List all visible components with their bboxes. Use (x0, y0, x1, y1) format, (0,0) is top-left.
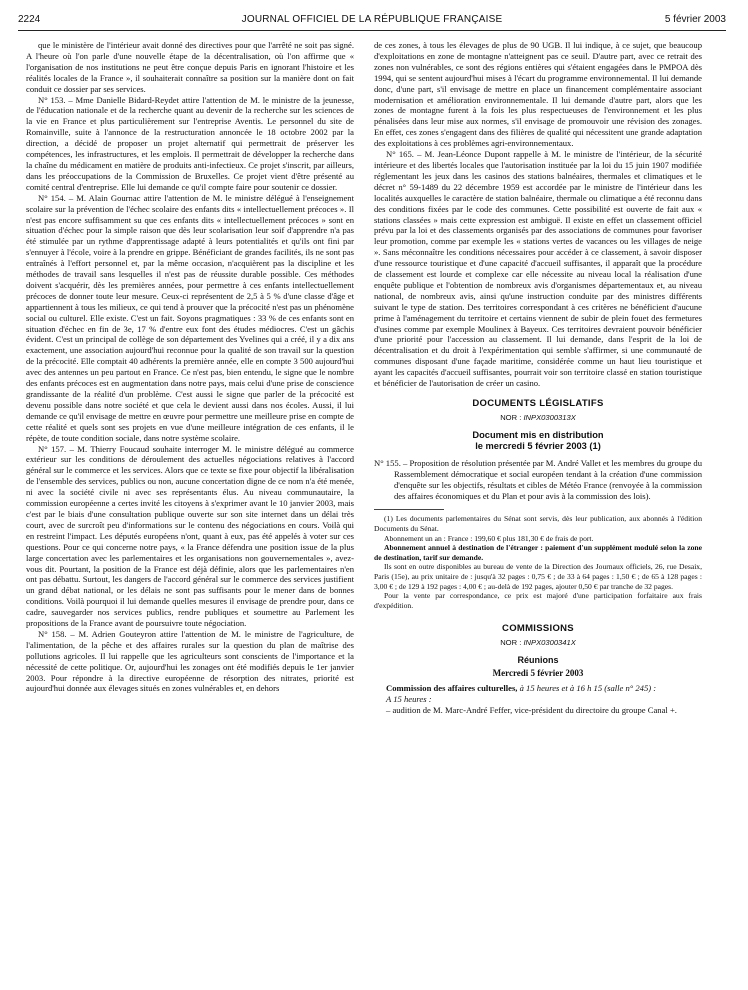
question-158: N° 158. – M. Adrien Gouteyron attire l'attention de M. le ministre de l'agriculture, de l'alimentation, de la pêche et des affaires rurales sur la question du plan de maîtrise des pollutions agricoles. Il lui rappelle que les agriculteurs sont conscients de l'importance et la nécessité de cette politique. Or, aujourd'hui les zonages ont été modifiés depuis le 1er janvier 2003. Pour répondre à la directive européenne de résorption des nitrates, priorité est aujourd'hui donnée aux élevages situés en zones vulnérables et, en dehors (26, 628, 354, 694)
reunions-heading: Réunions (517, 655, 559, 666)
footnote-foreign: Abonnement annuel à destination de l'étranger : paiement d'un supplément modulé selon la zone de destination, tarif sur demande. (374, 543, 702, 562)
question-154: N° 154. – M. Alain Gournac attire l'attention de M. le ministre délégué à l'enseignement scolaire sur la prévention de l'échec scolaire des enfants dits « intellectuellement précoces ». Il n'est pas encore suffisamment su que ces enfants dits « intellectuellement précoces » sont en situation d'échec pour la simple raison que dès leur scolarisation leur soif d'apprendre n'a pas été stimulée par un rythme d'apprentissage adapté à leurs potentialités et qu'ils ont fini par s'ennuyer à l'école, voire à la prendre en grippe. Bénéficiant de grandes facilités, ils ne sont pas entraînés à l'effort personnel et, par la même occasion, n'acquièrent pas la discipline et les méthodes de travail sans lesquelles il n'est pas de réussite durable possible. Ces méthodes doivent s'acquérir, dès les premières années, pour permettre à ces enfants intellectuellement précoces de donner toute leur mesure. Ceux-ci représentent de 2,5 à 5 % d'une classe d'âge et appartiennent à tous les milieux, ce qui tend à prouver que la précocité n'est pas un phénomène social ou culturel. Elle existe. C'est un fait. Soyons pragmatiques : 33 % de ces enfants sont en situation d'échec en fin de 3e, 17 % d'entre eux font des études médiocres. C'est un gâchis évident. C'est un principal de collège de son département des Yvelines qui a créé, il y a dix ans exactement, une association aujourd'hui reconnue pour la qualité de son travail sur la question de la précocité. Elle comptait 40 adhérents la première année, elle en compte 3 500 aujourd'hui avec des antennes un peu partout en France. Ce n'est pas, bien entendu, le signe que le nombre des enfants précoces est en augmentation dans notre pays, mais celui d'une prise de conscience grandissante de la réalité d'un problème. C'est aussi le signe que parler de la précocité est devenu possible dans notre société et que cela le devient aussi dans nos écoles. Aussi, il lui demande ce qu'il envisage de mettre en œuvre pour permettre une meilleure prise en compte de cette réalité et quels sont ses projets en vue d'une meilleure intégration de ces enfants, il le répète, de toute condition sociale, dans notre système scolaire. (26, 192, 354, 443)
header-rule (18, 30, 726, 31)
meeting-date: Mercredi 5 février 2003 (492, 668, 584, 679)
journal-title: JOURNAL OFFICIEL DE LA RÉPUBLIQUE FRANÇAISE (241, 14, 503, 25)
issue-date: 5 février 2003 (664, 14, 726, 25)
nor-label: NOR : (500, 412, 522, 422)
section-title-documents-legislatifs: DOCUMENTS LÉGISLATIFS (472, 398, 604, 409)
nor-reference-commissions (374, 638, 702, 649)
footnote-subscription: Abonnement un an : France : 199,60 € plus 181,30 € de frais de port. (384, 533, 594, 543)
commission-name: Commission des affaires culturelles, (386, 683, 518, 693)
left-column (26, 40, 354, 694)
agenda-item: – audition de M. Marc-André Feffer, vice-président du directoire du groupe Canal +. (386, 704, 677, 715)
paragraph-continuation-right: de ces zones, à tous les élevages de plus de 90 UGB. Il lui indique, à ce sujet, que beaucoup d'exploitations en zone de montagne n'atteignent pas ce seuil. D'autre part, avec ce retrait des zones non vulnérables, ce sont des régions entières qui s'étaient engagées dans le PMPOA dès 1994, qui se sentent aujourd'hui mises à l'écart du programme environnemental. Il lui demande donc, d'une part, s'il envisage de mettre en place un financement complémentaire associant modernisation et amélioration environnementale. Il lui demande d'autre part, alors que les zones de montagne furent à la fois les plus respectueuses de l'environnement et les plus pénalisées dans leur mise aux normes, s'il envisage de promouvoir une révision des zonages. En effet, ces zones s'engagent dans des filières de qualité qui nécessitent une grande adaptation des exploitations à ces problèmes agri-environnementaux. (374, 40, 702, 149)
footnote-divider (374, 509, 444, 510)
session-time: A 15 heures : (386, 693, 432, 704)
distribution-subtitle (374, 430, 702, 452)
question-157: N° 157. – M. Thierry Foucaud souhaite interroger M. le ministre délégué au commerce extérieur sur les conditions de déroulement des actuelles négociations relatives à l'accord général sur le commerce et les services. Alors que ce texte se fixe pour objectif la libéralisation de l'ensemble des services, publics ou non, aucune concertation digne de ce nom n'a été menée, ni avec la société civile ni avec ses représentants élus. Au niveau communautaire, la commission européenne a certes invité les citoyens à s'exprimer avant le 10 janvier 2003, mais c'est par le biais d'une consultation publique ouverte sur son site internet dans un délai très court, avec de surcroît peu d'informations sur le contenu des négociations en cours. Voilà qui en restreint l'impact. Les députés européens n'ont, quant à eux, pas été appelés à voter sur ces questions. Pour ce qui concerne notre pays, « la France défendra une position issue de la plus large concertation avec les parlementaires et les organisations non gouvernementales », avez-vous dit. Pourtant, la position de la France est déjà définie, alors que les parlementaires n'en ont pas débattu. Surtout, les dangers de l'accord général sur le commerce des services justifient un grand débat national, or les délais ne sont pas suffisants pour le mener dans de bonnes conditions. Voilà pourquoi il lui demande quelles mesures il envisage de prendre pour, dans ce cadre, sauvegarder nos services publics, rendre publiques et soumettre au Parlement les propositions de la France avant de poursuivre toute négociation. (26, 443, 354, 629)
nor-code: INPX0300313X (523, 412, 576, 422)
right-column (374, 40, 702, 716)
commission-entry (374, 683, 702, 694)
page-number: 2224 (18, 14, 41, 25)
subtitle-line-2: le mercredi 5 février 2003 (1) (475, 440, 601, 451)
footnote-mail-order: Pour la vente par correspondance, ce prix est majoré d'une participation forfaitaire aux frais d'expédition. (374, 591, 702, 610)
paragraph-continuation: que le ministère de l'intérieur avait donné des directives pour que l'arrêté ne soit pas signé. A l'heure où l'on parle d'une nouvelle étape de la décentralisation, où l'on affirme que « l'organisation de nos institutions ne peut être conçue depuis Paris en ignorant l'histoire et les réalités locales de la France », il souhaiterait connaître sa position sur la manière dont on fait conduit ce dossier par ses services. (26, 40, 354, 94)
footnote-1: (1) Les documents parlementaires du Sénat sont servis, dès leur publication, aux abonnés à l'édition Documents du Sénat. (374, 514, 702, 534)
question-153: N° 153. – Mme Danielle Bidard-Reydet attire l'attention de M. le ministre de la jeunesse, de l'éducation nationale et de la recherche quant au devenir de la recherche sur les sciences de la vie en France et plus particulièrement sur l'entreprise Aventis. Le personnel du site de Romainville, suite à l'annonce de la restructuration annoncée le 18 octobre 2002 par la direction, a décidé de proposer un projet alternatif qui permettrait de préserver les compétences, les infrastructures, et les emplois. Il permettrait de développer la recherche dans la chaîne du médicament en matière de produits anti-infectieux. Ce projet s'inscrit, par ailleurs, dans les préoccupations de la Commission de Bruxelles. Ce projet vient d'être présenté au comité central d'entreprise. Elle lui demande ce qu'il compte faire pour soutenir ce dossier. (26, 94, 354, 192)
page-header (18, 12, 726, 30)
document-item-155: N° 155. – Proposition de résolution présentée par M. André Vallet et les membres du groupe du Rassemblement démocratique et social européen tendant à la création d'une commission d'enquête sur les objectifs, résultats et cibles de Météo France (renvoyée à la commission des affaires économiques et du Plan et pour avis à la commission des lois). (374, 457, 702, 501)
footnotes (374, 514, 702, 610)
nor-reference (374, 413, 702, 424)
subtitle-line-1: Document mis en distribution (472, 429, 604, 440)
nor-code: INPX0300341X (523, 638, 576, 648)
question-165: N° 165. – M. Jean-Léonce Dupont rappelle à M. le ministre de l'intérieur, de la sécurité intérieure et des libertés locales que l'autorisation instituée par la loi du 15 juin 1907 modifiée réglementant les jeux dans les casinos des stations balnéaires, thermales et climatiques et le décret n° 59-1489 du 22 décembre 1959 est accordée par le ministre de l'intérieur dans les localités auxquelles le caractère de station balnéaire, thermale ou climatique a été reconnu dans des conditions fixées par le code des communes. Cette possibilité est ouverte de fait aux « stations classées » mais cette expression est ambiguë. Il existe en effet un classement officiel prévu par la loi et des classements organisés par des associations de communes pour favoriser leur promotion, comme par exemple les « stations vertes de vacances ou les villages de neige ». Sans méconnaître les conditions nécessaires pour accéder à ce classement, à savoir disposer d'une ressource touristique et d'une capacité d'accueil suffisantes, il apparaît que la procédure de classement est lourde et complexe car elle nécessite au niveau local la réalisation d'une enquête publique et l'obtention de nombreux avis d'organismes départementaux et, au niveau national, de nombreux avis, ainsi qu'une instruction conduite par des ministres différents suivant le type de station. Des territoires correspondant à ces critères ne bénéficient d'aucune prime à l'aménagement du territoire et certains viennent de subir de plein fouet des fermetures d'usines comme par exemple Moulinex à Bayeux. Ces territoires devraient pouvoir bénéficier d'une priorité pour l'accession au classement. Il lui demande, dans l'esprit de la loi de décentralisation et du droit à l'expérimentation qui semble s'affirmer, si une communauté de communes disposant d'une façade maritime, considérée comme un haut lieu touristique et ayant les capacités d'accueil suffisantes, pourrait voir son territoire classé en station touristique et bénéficier de l'autorisation de créer un casino. (374, 149, 702, 389)
section-title-commissions: COMMISSIONS (502, 623, 574, 635)
nor-label: NOR : (500, 638, 522, 648)
footnote-prices: Ils sont en outre disponibles au bureau de vente de la Direction des Journaux officiels, 26, rue Desaix, Paris (15e), au prix unitaire de : jusqu'à 32 pages : 0,75 € ; de 33 à 64 pages : 1,50 € ; de 65 à 128 pages : 3,00 € ; de 129 à 192 pages : 4,00 € ; au-delà de 192 pages, ajouter 0,50 € par tranche de 32 pages. (374, 562, 702, 591)
commission-time: à 15 heures et à 16 h 15 (salle n° 245) : (519, 683, 657, 693)
